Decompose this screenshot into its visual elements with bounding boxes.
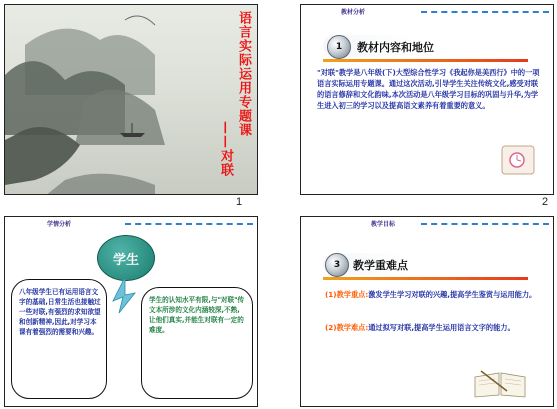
heading-underline — [323, 277, 528, 280]
page-number-2: 2 — [542, 196, 549, 208]
left-box-text: 八年级学生已有运用语言文字的基础,日常生活也接触过一些对联,有强烈的求知欲望和创新精神,因此,对学习本课有着强烈的需要和兴趣。 — [19, 288, 101, 336]
slide-1-title — [205, 11, 251, 189]
slide-body-text: "对联"教学是八年级(下)大型综合性学习《我起你是美西行》中的一项语言实际运用专题课。通过这次活动,引导学生关注传统文化,感受对联的语言修辞和文化韵味,本次活动是八年级学习目标的巩固与升华,为学生进入初三的学习以及提高语文素养有着重要的意义。 — [317, 68, 540, 110]
key-point-1-label: (1)教学重点: — [325, 290, 369, 299]
number-circle-icon: 1 — [327, 35, 351, 59]
decorative-clock-icon — [501, 145, 535, 175]
key-point-1 — [325, 289, 539, 300]
number-circle-icon: 3 — [325, 253, 349, 277]
title-line-1: 语言实际运用专题课 — [236, 11, 251, 137]
dashed-divider — [421, 223, 549, 225]
page-number-1: 1 — [236, 196, 243, 208]
open-book-icon — [471, 367, 529, 399]
title-line-2: ——对联 — [218, 121, 233, 177]
slide-1-thumbnail[interactable] — [4, 4, 258, 195]
right-box-text: 学生的认知水平有限,与"对联"传文本所涉的文化内涵较深,不熟,让他们真实,并能生对联有一定的难度。 — [149, 296, 245, 334]
key-point-2-text: 通过拟写对联,提高学生运用语言文字的能力。 — [368, 323, 515, 332]
connector-arrow-icon — [105, 275, 145, 315]
key-point-2-label: (2)教学难点: — [325, 323, 369, 332]
section-tag: 教材分析 — [341, 9, 366, 16]
slide-2-thumbnail[interactable] — [300, 4, 554, 195]
slide-4-thumbnail[interactable] — [300, 216, 554, 407]
dashed-divider — [125, 223, 253, 225]
section-tag: 教学目标 — [371, 221, 396, 228]
key-point-1-text: 激发学生学习对联的兴趣,提高学生鉴赏与运用能力。 — [368, 290, 537, 299]
slide-heading: 教材内容和地位 — [357, 41, 434, 54]
slide-3-thumbnail[interactable] — [4, 216, 258, 407]
student-oval: 学生 — [97, 235, 155, 281]
key-point-2 — [325, 322, 539, 333]
heading-underline — [323, 59, 528, 62]
slide-heading: 教学重难点 — [353, 259, 408, 272]
dashed-divider — [421, 11, 549, 13]
section-tag: 学情分析 — [47, 221, 72, 228]
